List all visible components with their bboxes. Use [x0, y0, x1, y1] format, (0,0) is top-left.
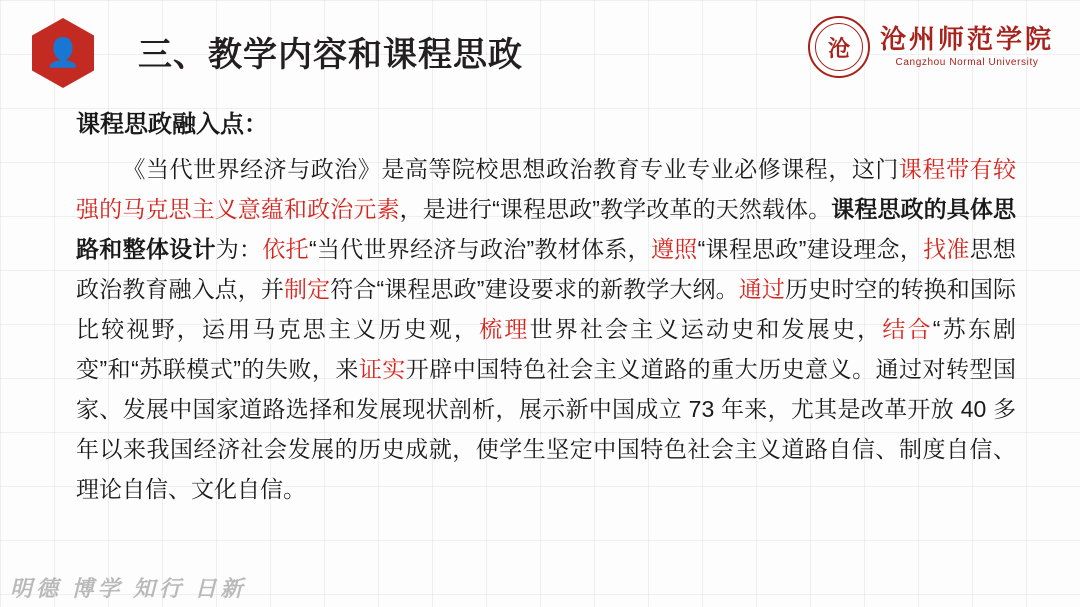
paragraph-run: 证实	[358, 356, 406, 382]
paragraph-run: “苏东剧变”和“苏联模式”的失败，来	[76, 316, 1017, 382]
paragraph-run: 世界社会主义运动史和发展史，	[529, 316, 883, 342]
paragraph-run: 历史时空的转换和国际比较视野，运用马克思主义历史观，	[76, 276, 1017, 342]
paragraph-run: “课程思政”建设理念，	[697, 236, 924, 262]
paragraph-run: 通过	[738, 276, 785, 302]
paragraph-run: 课程思政的具体思路和整体设计	[76, 196, 1017, 262]
paragraph-run: 符合“课程思政”建设要求的新教学大纲。	[330, 276, 739, 302]
university-logo	[808, 14, 1054, 80]
paragraph-run: 课程带有较强的马克思主义意蕴和政治元素	[76, 156, 1017, 222]
footer-motto: 明德 博学 知行 日新	[10, 576, 247, 601]
badge-glyph: 👤	[45, 37, 81, 68]
university-seal-icon	[808, 16, 870, 78]
seal-mark: 沧	[827, 35, 850, 61]
paragraph-run: ，是进行“课程思政”教学改革的天然载体。	[399, 196, 832, 222]
paragraph-run: 依托	[262, 236, 309, 262]
paragraph-run: 梳理	[479, 316, 530, 342]
page-title: 三、教学内容和课程思政	[138, 36, 523, 74]
slide-header	[0, 0, 1080, 100]
paragraph-run: 《当代世界经济与政治》是高等院校思想政治教育专业专业必修课程，这门	[122, 156, 899, 182]
reader-person-icon	[32, 18, 94, 88]
paragraph-run: 思想政治教育融入点，并	[76, 236, 1017, 302]
paragraph-run: 制定	[284, 276, 331, 302]
paragraph-run: 找准	[923, 236, 970, 262]
slide-body	[76, 104, 1016, 509]
section-subtitle: 课程思政融入点：	[76, 111, 268, 138]
logo-name-en: Cangzhou Normal University	[895, 57, 1039, 69]
paragraph-run: 遵照	[650, 236, 698, 262]
logo-name-cn: 沧州师范学院	[879, 24, 1054, 54]
paragraph-run: 结合	[882, 316, 933, 342]
logo-words	[880, 26, 1054, 69]
paragraph-run: 为：	[215, 236, 263, 262]
paragraph-run: “当代世界经济与政治”教材体系，	[308, 236, 651, 262]
paragraph-run: 开辟中国特色社会主义道路的重大历史意义。通过对转型国家、发展中国家道路选择和发展现状剖析，展示新中国成立 73 年来，尤其是改革开放 40 多年以来我国经济社会发展的历史成就，使学生坚定中国特色社会主义道路自信、制度自信、理论自信、文化自信。	[76, 356, 1017, 502]
body-paragraph	[76, 149, 1016, 509]
